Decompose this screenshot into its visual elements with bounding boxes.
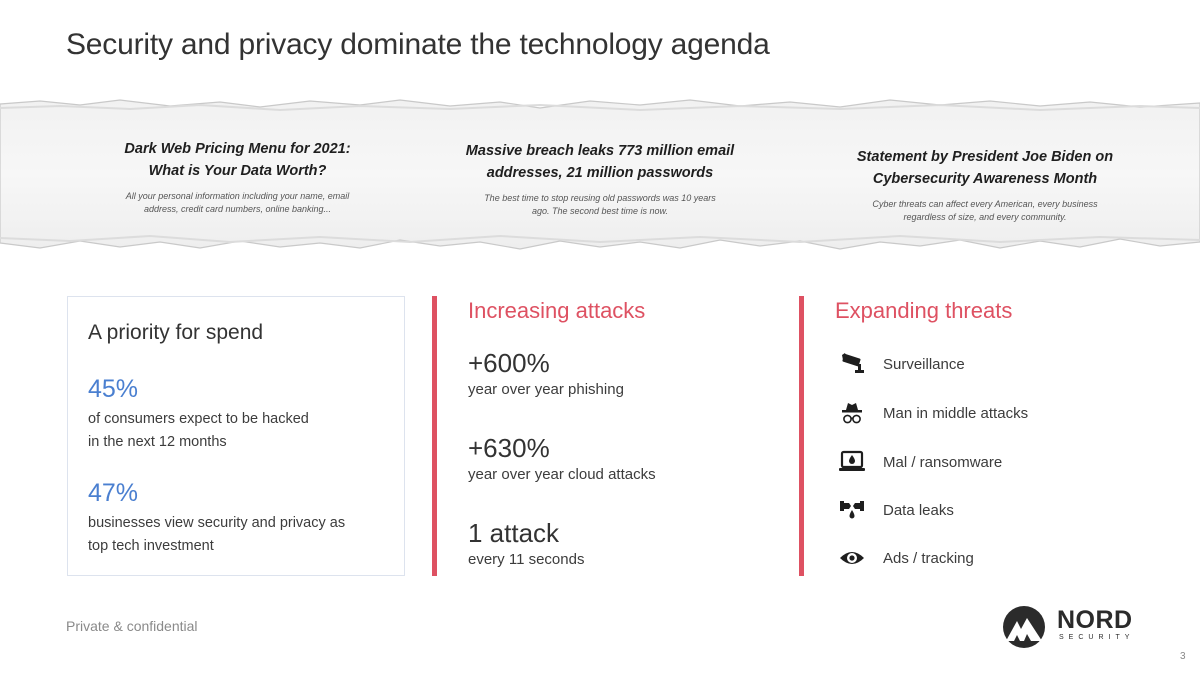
headline-title: Dark Web Pricing Menu for 2021: What is Your Data Worth? [124, 141, 351, 179]
stat-value: 47% [88, 479, 139, 507]
stat-description: year over year phishing [468, 381, 624, 398]
attack-stat [468, 348, 624, 398]
nord-security-logo [1000, 605, 1140, 649]
logo-wordmark: NORD [1057, 606, 1133, 634]
leaking-pipe-icon [837, 496, 867, 524]
headline-title: Massive breach leaks 773 million email addresses, 21 million passwords [465, 143, 735, 181]
headline-subtitle: All your personal information including your name, email address, credit card numbers, online banking... [125, 191, 350, 214]
stat-value: +630% [468, 433, 550, 463]
logo-subtext: SECURITY [1059, 634, 1135, 641]
threat-item [837, 350, 965, 378]
attacks-title: Increasing attacks [468, 298, 646, 323]
headline-title: Statement by President Joe Biden on Cybersecurity Awareness Month [856, 149, 1114, 187]
spy-icon [837, 399, 867, 427]
stat-value: 45% [88, 375, 139, 403]
threat-item [837, 496, 954, 524]
threat-label: Data leaks [883, 501, 954, 519]
accent-bar [799, 296, 804, 576]
headline-biden-statement [820, 146, 1150, 224]
headline-dark-web [80, 138, 395, 216]
threat-label: Mal / ransomware [883, 453, 1003, 471]
stat-value: +600% [468, 348, 550, 378]
slide-title: Security and privacy dominate the technology agenda [66, 28, 770, 61]
threats-title: Expanding threats [835, 298, 1013, 323]
eye-icon [837, 544, 867, 572]
threats-column [799, 296, 1159, 576]
cctv-camera-icon [837, 350, 867, 378]
threat-label: Ads / tracking [883, 549, 974, 567]
headline-subtitle: The best time to stop reusing old passwords was 10 years ago. The second best time is now. [484, 193, 716, 216]
laptop-malware-icon [837, 448, 867, 476]
accent-bar [432, 296, 437, 576]
page-number: 3 [1180, 651, 1186, 662]
headline-breach [430, 140, 770, 218]
threat-label: Man in middle attacks [883, 404, 1029, 422]
priority-stat [88, 375, 398, 454]
threat-item [837, 448, 1002, 476]
stat-description: year over year cloud attacks [468, 466, 656, 483]
stat-value: 1 attack [468, 518, 560, 548]
attacks-column [432, 296, 762, 576]
threat-item [837, 399, 1028, 427]
attack-stat [468, 518, 584, 568]
threat-item [837, 544, 974, 572]
priority-card [67, 296, 405, 576]
headline-subtitle: Cyber threats can affect every American, every business regardless of size, and every community. [872, 199, 1098, 222]
threat-label: Surveillance [883, 355, 965, 373]
torn-paper-band [0, 96, 1200, 274]
stat-description: every 11 seconds [468, 551, 585, 568]
footer-confidential: Private & confidential [66, 618, 198, 634]
stat-description: of consumers expect to be hacked in the next 12 months [88, 411, 309, 450]
mountain-logo-icon [1000, 605, 1048, 649]
priority-title: A priority for spend [88, 321, 264, 344]
priority-stat [88, 479, 398, 558]
attack-stat [468, 433, 656, 483]
stat-description: businesses view security and privacy as top tech investment [88, 515, 346, 554]
